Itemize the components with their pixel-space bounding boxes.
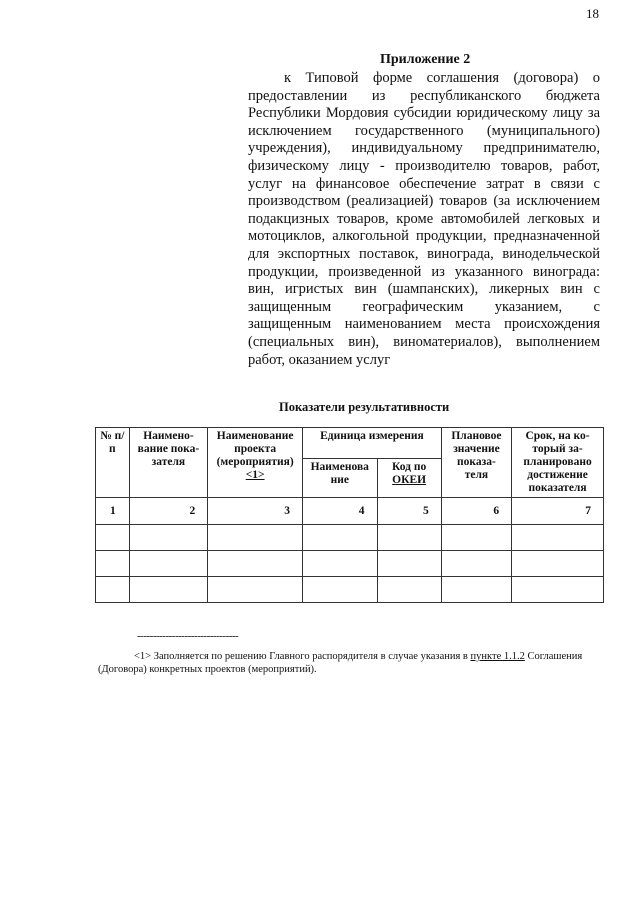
footnote-prefix: <1> Заполняется по решению Главного распорядителя в случае указания в — [134, 651, 471, 662]
column-number: 2 — [129, 498, 208, 525]
table-cell — [303, 551, 377, 577]
column-number: 1 — [96, 498, 130, 525]
indicators-table — [95, 427, 604, 603]
table-cell — [512, 551, 604, 577]
column-number: 4 — [303, 498, 377, 525]
table-cell — [377, 525, 441, 551]
header-project-footnote-ref: <1> — [245, 469, 265, 481]
header-unit-name: Наименова ние — [303, 459, 377, 498]
table-cell — [129, 525, 208, 551]
table-cell — [208, 551, 303, 577]
table-cell — [441, 551, 511, 577]
header-unit-code-label: Код по — [391, 461, 427, 473]
table-cell — [303, 525, 377, 551]
table-cell — [512, 525, 604, 551]
column-number: 5 — [377, 498, 441, 525]
table-cell — [303, 577, 377, 603]
table-cell — [512, 577, 604, 603]
table-heading: Показатели результативности — [279, 400, 450, 414]
table-cell — [96, 577, 130, 603]
table-cell — [96, 525, 130, 551]
column-number: 7 — [512, 498, 604, 525]
page-number: 18 — [586, 6, 599, 21]
header-deadline: Срок, на ко- торый за- планировано достижение показателя — [512, 428, 604, 498]
table-cell — [377, 551, 441, 577]
header-project-name — [208, 428, 303, 498]
table-cell — [129, 577, 208, 603]
table-cell — [441, 525, 511, 551]
header-planned-value: Плановое значение показа- теля — [441, 428, 511, 498]
table-row — [96, 551, 604, 577]
footnote-suffix: Соглашения (Договора) конкретных проектов (мероприятий). — [98, 651, 583, 675]
column-number: 3 — [208, 498, 303, 525]
column-numbers-row — [96, 498, 604, 525]
table-header-row — [96, 428, 604, 459]
header-project-label: Наименование проекта (мероприятия) — [216, 430, 294, 468]
table-row — [96, 525, 604, 551]
table-cell — [208, 577, 303, 603]
table-cell — [129, 551, 208, 577]
table-cell — [441, 577, 511, 603]
table-cell — [377, 577, 441, 603]
table-cell — [96, 551, 130, 577]
table-row — [96, 577, 604, 603]
column-number: 6 — [441, 498, 511, 525]
header-indicator-name: Наимено- вание пока- зателя — [129, 428, 208, 498]
appendix-text: к Типовой форме соглашения (договора) о предоставлении из республиканского бюджета Республики Мордовия субсидии юридическому лицу за исключением государственного (муниципального) учреждения), индивидуальному предпринимателю, физическому лицу - производителю товаров, работ, услуг на финансовое обеспечение затрат в связи с производством (реализацией) товаров (за исключением подакцизных товаров, кроме автомобилей легковых и мотоциклов, алкогольной продукции, предназначенной для экспортных поставок, винограда, винодельческой продукции, произведенной из указанного винограда: вин, игристых вин (шампанских), ликерных вин с защищенным географическим указанием, с защищенным наименованием места происхождения (специальных вин), виноматериалов), выполнением работ, оказанием услуг — [248, 70, 600, 368]
appendix-title: Приложение 2 — [380, 52, 471, 67]
header-okei-label: ОКЕИ — [392, 474, 427, 486]
header-unit: Единица измерения — [303, 428, 442, 459]
header-num: № п/п — [96, 428, 130, 498]
footnote-text — [98, 650, 601, 676]
footnote-separator: -------------------------------- — [137, 630, 239, 642]
table-cell — [208, 525, 303, 551]
header-unit-code — [377, 459, 441, 498]
footnote-clause-link[interactable]: пункте 1.1.2 — [470, 651, 525, 662]
